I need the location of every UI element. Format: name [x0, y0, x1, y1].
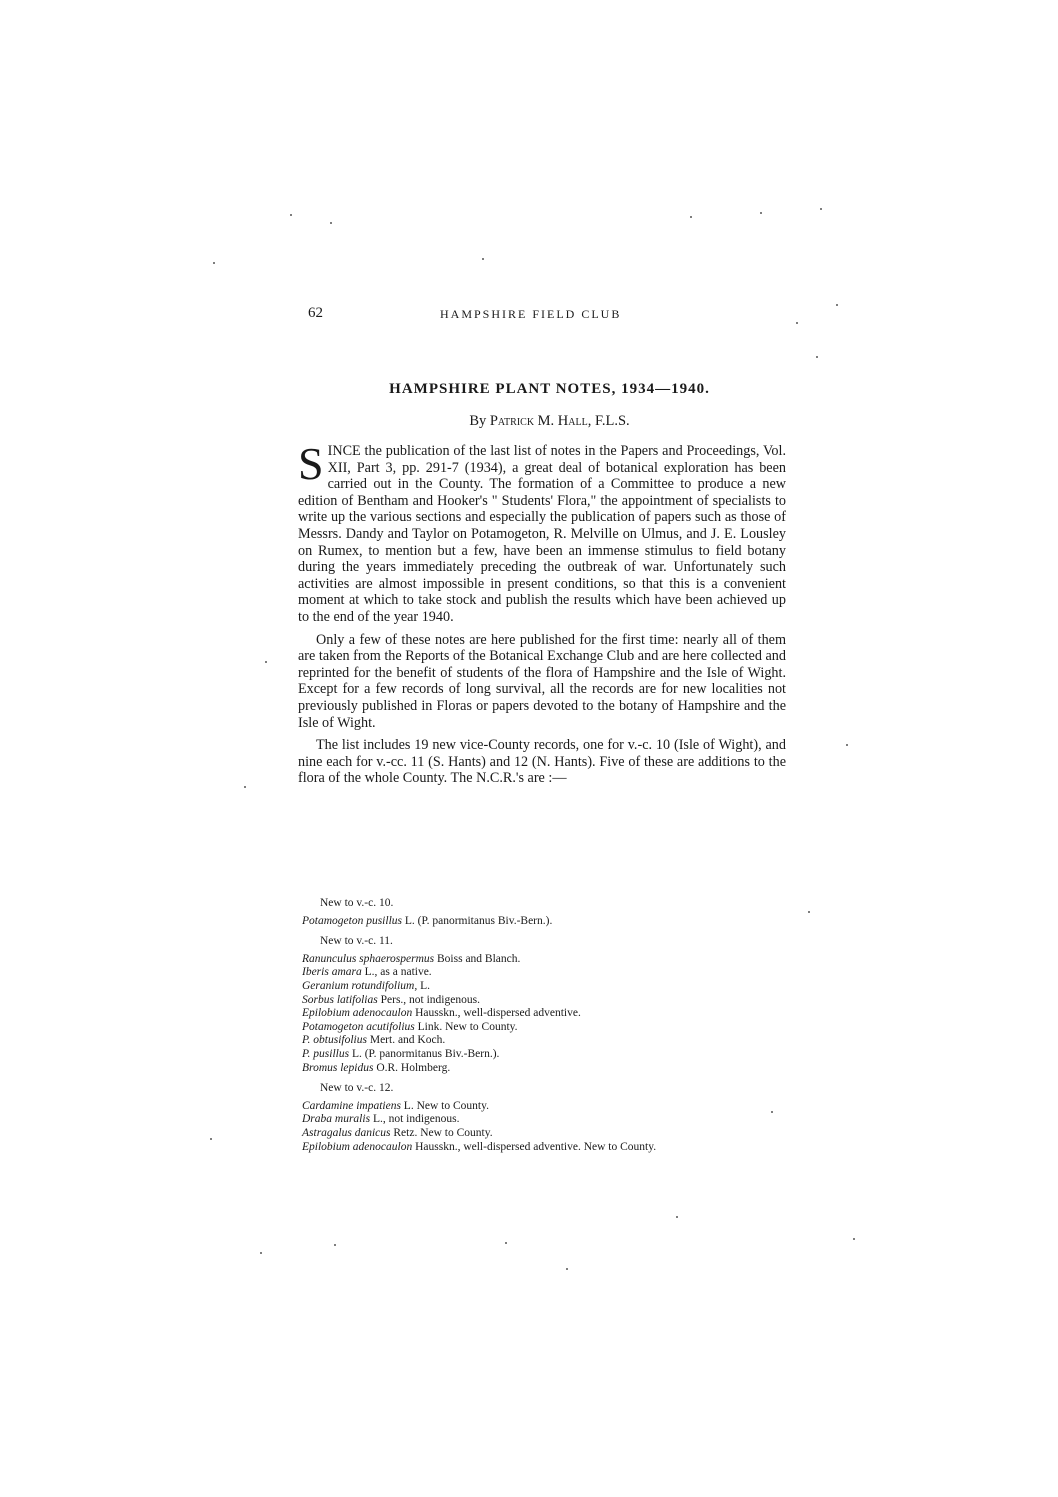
record-note: Link. New to County. [414, 1020, 518, 1033]
record-note: Retz. New to County. [390, 1126, 493, 1139]
section-heading: New to v.-c. 10. [320, 897, 394, 909]
record-note: L., not indigenous. [370, 1113, 460, 1126]
paragraph-records: The list includes 19 new vice-County records, one for v.-c. 10 (Isle of Wight), and nine each for v.-cc. 11 (S. Hants) and 12 (N. Hants). Five of these are additions to the flora of the whole County. The N.C.R.'s are :— [298, 737, 786, 787]
paragraph-intro-text: INCE the publication of the last list of notes in the Papers and Proceedings, Vol. XII, Part 3, pp. 291-7 (1934), a great deal of botanical exploration has been carried out in the County. The formation of a Committee to produce a new edition of Bentham and Hooker's " Students' Flora," the appointment of specialists to write up the various sections and especially the publication of papers such as those of Messrs. Dandy and Taylor on Potamogeton, R. Melville on Ulmus, and J. E. Lousley on Rumex, to mention but a few, have been an immense stimulus to field botany during the years immediately preceding the outbreak of war. Unfortunately such activities are almost impossible in present conditions, so that this is a convenient moment at which to take stock and publish the results which have been achieved up to the end of the year 1940. [298, 443, 786, 625]
record-entry [302, 1021, 802, 1035]
species-name: Potamogeton pusillus [302, 914, 402, 927]
author-name: Patrick M. Hall, F.L.S. [489, 413, 630, 429]
scan-speck [265, 661, 267, 663]
record-note: L., as a native. [361, 966, 432, 979]
section-heading: New to v.-c. 11. [320, 935, 393, 948]
byline-prefix: By [469, 413, 490, 429]
scan-speck [244, 786, 246, 788]
record-note: Pers., not indigenous. [377, 993, 480, 1006]
record-entry [302, 1048, 802, 1062]
species-name: Epilobium adenocaulon [302, 1140, 413, 1153]
scan-speck [816, 356, 818, 358]
record-entry [302, 980, 802, 994]
scan-speck [505, 1242, 507, 1244]
record-note: L. (P. panormitanus Biv.-Bern.). [402, 914, 553, 927]
record-section [302, 935, 802, 1075]
species-name: Cardamine impatiens [302, 1099, 401, 1112]
species-name: Epilobium adenocaulon [302, 1007, 413, 1020]
page-number: 62 [308, 305, 323, 321]
drop-cap: S [298, 438, 324, 489]
record-section [302, 897, 802, 928]
scan-speck [290, 214, 292, 216]
species-name: P. obtusifolius [302, 1034, 367, 1047]
paragraph-sources: Only a few of these notes are here published for the first time: nearly all of them are taken from the Reports of the Botanical Exchange Club and are here collected and reprinted for the benefit of students of the flora of Hampshire and the Isle of Wight. Except for a few records of long survival, all the records are for new localities not previously published in Floras or papers devoted to the botany of Hampshire and the Isle of Wight. [298, 631, 786, 731]
species-name: Bromus lepidus [302, 1061, 374, 1074]
scan-speck [760, 212, 762, 214]
scan-speck [260, 1252, 262, 1254]
article-title: HAMPSHIRE PLANT NOTES, 1934—1940. [389, 381, 710, 397]
scan-speck [482, 258, 484, 260]
species-name: Sorbus latifolias [302, 993, 378, 1006]
species-name: P. pusillus [302, 1047, 350, 1060]
record-entry [302, 953, 802, 967]
scan-speck [853, 1238, 855, 1240]
record-entry [302, 1141, 802, 1155]
record-note: Hausskn., well-dispersed adventive. [412, 1007, 581, 1020]
article-body [298, 438, 786, 787]
page-header [308, 305, 791, 325]
record-note: L. [417, 979, 430, 992]
scan-speck [676, 1216, 678, 1218]
record-note: Mert. and Koch. [366, 1034, 446, 1047]
species-name: Ranunculus sphaerospermus [302, 952, 435, 965]
species-name: Potamogeton acutifolius [302, 1020, 415, 1033]
record-section [302, 1082, 802, 1154]
scan-speck [796, 322, 798, 324]
paragraph-intro [298, 438, 786, 626]
record-entry [302, 1100, 802, 1114]
record-note: Boiss and Blanch. [434, 952, 521, 965]
scan-speck [334, 1244, 336, 1246]
record-entry [302, 1062, 802, 1076]
scan-speck [330, 222, 332, 224]
scan-speck [808, 911, 810, 913]
record-note: Hausskn., well-dispersed adventive. New to County. [412, 1140, 657, 1153]
running-head: HAMPSHIRE FIELD CLUB [440, 307, 622, 321]
scan-speck [690, 216, 692, 218]
scan-speck [820, 208, 822, 210]
record-entry [302, 994, 802, 1008]
records-lists [302, 897, 802, 1161]
scan-speck [836, 304, 838, 306]
record-entry [302, 915, 802, 929]
scan-speck [210, 1138, 212, 1140]
species-name: Iberis amara [302, 966, 362, 979]
record-note: L. New to County. [400, 1099, 489, 1112]
record-entry [302, 1113, 802, 1127]
scan-speck [213, 262, 215, 264]
byline [308, 413, 791, 430]
scan-speck [566, 1268, 568, 1270]
record-entry [302, 1127, 802, 1141]
species-name: Draba muralis [302, 1113, 371, 1126]
record-note: O.R. Holmberg. [373, 1061, 451, 1074]
species-name: Astragalus danicus [302, 1126, 391, 1139]
scan-speck [846, 744, 848, 746]
species-name: Geranium rotundifolium, [302, 979, 418, 992]
record-entry [302, 1034, 802, 1048]
section-heading: New to v.-c. 12. [320, 1082, 394, 1095]
record-note: L. (P. panormitanus Biv.-Bern.). [349, 1047, 500, 1060]
record-entry [302, 966, 802, 980]
record-entry [302, 1007, 802, 1021]
